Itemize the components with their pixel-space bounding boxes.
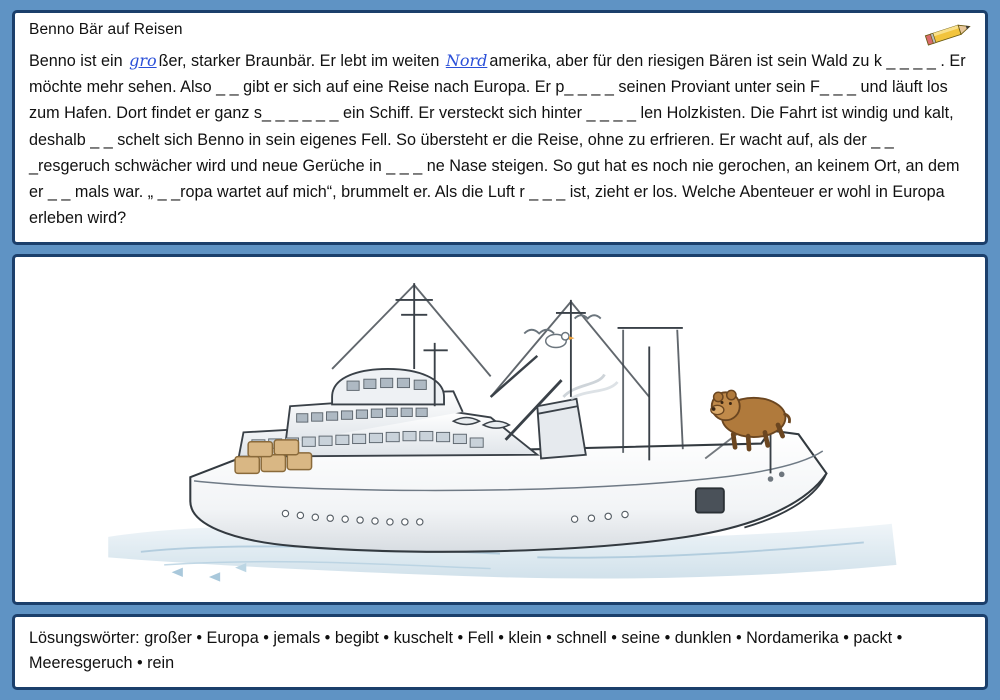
handwritten-answer-nord: Nord bbox=[445, 51, 488, 70]
cloze-text bbox=[29, 48, 971, 232]
page-title: Benno Bär auf Reisen bbox=[29, 21, 183, 38]
text-segment-0: Benno ist ein bbox=[29, 52, 128, 70]
illustration-panel bbox=[12, 254, 988, 605]
text-panel bbox=[12, 10, 988, 245]
solutions-panel bbox=[12, 614, 988, 690]
ship-illustration bbox=[15, 257, 985, 602]
pencil-icon bbox=[921, 19, 975, 49]
solutions-list: großer • Europa • jemals • begibt • kuschelt • Fell • klein • schnell • seine • dunklen • Nordamerika • packt • Meeresgeruch • rein bbox=[29, 628, 903, 672]
solutions-label: Lösungswörter: bbox=[29, 628, 140, 647]
text-segment-2: ßer, starker Braunbär. Er lebt im weiten bbox=[158, 52, 444, 70]
solution-words bbox=[29, 626, 971, 676]
handwritten-answer-gross: gro bbox=[129, 51, 157, 70]
text-segment-4: amerika, aber für den riesigen Bären ist sein Wald zu k _ _ _ _ . Er möchte mehr sehen. Also _ _ gibt er sich auf eine Reise nach Europa. Er p_ _ _ _ seinen Proviant unter sein F_ _ _ und läuft los zum Hafen. Dort findet er ganz s_ _ _ _ _ _ ein Schiff. Er versteckt sich hinter _ _ _ _ len Holzkisten. Die Fahrt ist windig und kalt, deshalb _ _ schelt sich Benno in sein eigenes Fell. So übersteht er die Reise, ohne zu erfrieren. Er wacht auf, als der _ _ _resgeruch schwächer wird und neue Gerüche in _ _ _ ne Nase steigen. So gut hat es noch nie gerochen, an keinem Ort, an dem er _ _ mals war. „ _ _ropa wartet auf mich“, brummelt er. Als die Luft r _ _ _ ist, zieht er los. Welche Abenteuer er wohl in Europa erleben wird? bbox=[29, 52, 966, 228]
